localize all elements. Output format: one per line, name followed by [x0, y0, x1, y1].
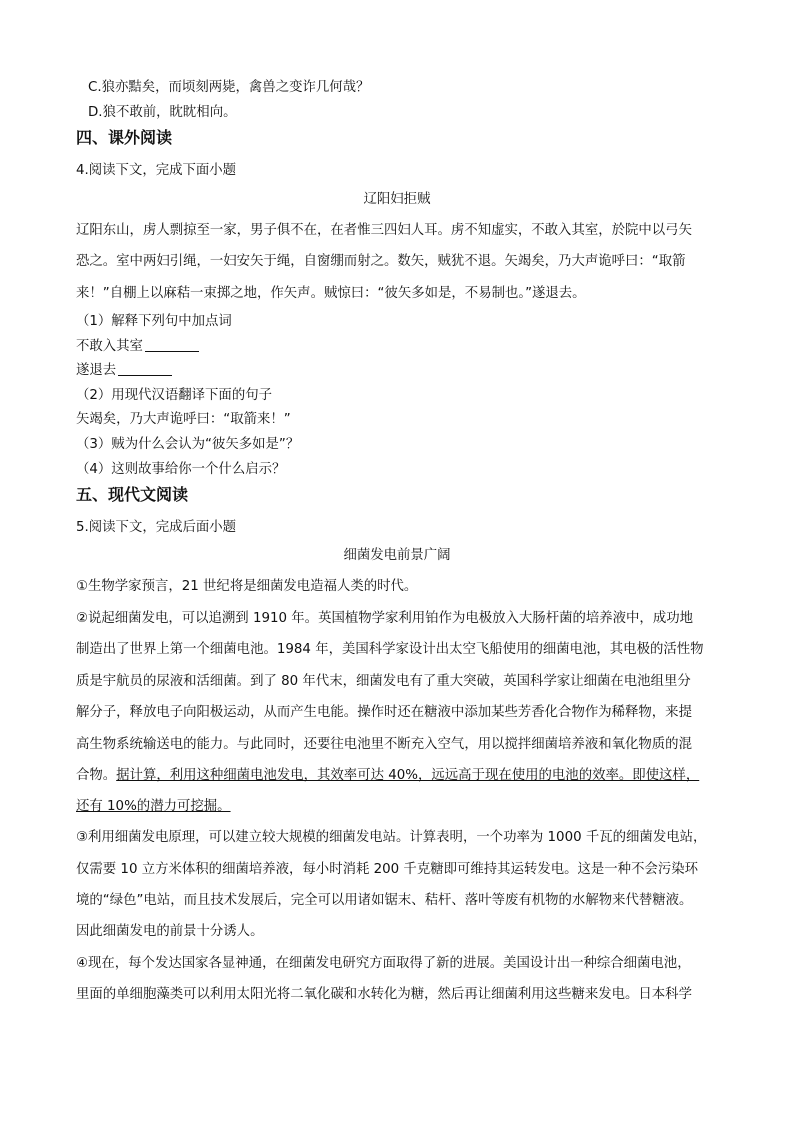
paragraph-3-line: 境的“绿色”电站，而且技术发展后，完全可以用诸如锯末、秸杆、落叶等废有机物的水解物来代替糖液。 — [76, 893, 693, 908]
paragraph-3-line: ③利用细菌发电原理，可以建立较大规模的细菌发电站。计算表明，一个功率为 1000 千瓦的细菌发电站， — [76, 830, 707, 845]
question-5-prompt: 5.阅读下文，完成后面小题 — [76, 520, 237, 535]
paragraph-4-line: ④现在，每个发达国家各显神通，在细菌发电研究方面取得了新的进展。美国设计出一种综合细菌电池， — [76, 956, 691, 971]
passage-title-bacteria: 细菌发电前景广阔 — [343, 548, 451, 563]
paragraph-2-line: 制造出了世界上第一个细菌电池。1984 年，美国科学家设计出太空飞船使用的细菌电池，其电极的活性物 — [76, 642, 704, 657]
sub-question-1: （1）解释下列句中加点词 — [76, 314, 232, 329]
option-d: D.狼不敢前，眈眈相向。 — [88, 105, 237, 120]
passage-line: 辽阳东山，虏人剽掠至一家，男子俱不在，在者惟三四妇人耳。虏不知虚实，不敢入其室，於院中以弓矢 — [76, 223, 692, 238]
option-c: C.狼亦黠矣，而顷刻两毙，禽兽之变诈几何哉？ — [88, 80, 370, 95]
passage-line: 来！”自棚上以麻秸一束掷之地，作矢声。贼惊曰：“彼矢多如是，不易制也。”遂退去。 — [76, 286, 586, 301]
paragraph-2-line — [76, 766, 720, 786]
sub-question-3: （3）贼为什么会认为“彼矢多如是”？ — [76, 437, 300, 452]
paragraph-2-line: ②说起细菌发电，可以追溯到 1910 年。英国植物学家利用铂作为电极放入大肠杆菌的培养液中，成功地 — [76, 611, 693, 626]
sentence-to-translate: 矢竭矣，乃大声诡呼曰：“取箭来！” — [76, 412, 291, 427]
paragraph-3-line: 因此细菌发电的前景十分诱人。 — [76, 924, 264, 939]
paragraph-1: ①生物学家预言，21 世纪将是细菌发电造福人类的时代。 — [76, 579, 418, 594]
answer-blank[interactable] — [118, 361, 172, 376]
paragraph-2-line: 高生物系统输送电的能力。与此同时，还要往电池里不断充入空气，用以搅拌细菌培养液和氧化物质的混 — [76, 737, 692, 752]
paragraph-2-plain: 合物。 — [76, 768, 117, 783]
fill-item-a — [76, 337, 720, 357]
passage-line: 恐之。室中两妇引绳，一妇安矢于绳，自窗绷而射之。数矢，贼犹不退。矢竭矣，乃大声诡呼曰：“取箭 — [76, 254, 686, 269]
underlined-sentence: 还有 10%的潜力可挖掘。 — [76, 799, 231, 814]
fill-item-b — [76, 361, 720, 381]
sub-question-2: （2）用现代汉语翻译下面的句子 — [76, 388, 272, 403]
underlined-sentence: 据计算，利用这种细菌电池发电，其效率可达 40%，远远高于现在使用的电池的效率。即使这样， — [116, 768, 700, 783]
sub-question-4: （4）这则故事给你一个什么启示？ — [76, 462, 286, 477]
answer-blank[interactable] — [145, 337, 199, 352]
paragraph-3-line: 仅需要 10 立方米体积的细菌培养液，每小时消耗 200 千克糖即可维持其运转发电。这是一种不会污染环 — [76, 862, 699, 877]
passage-title-liaoyang: 辽阳妇拒贼 — [363, 192, 431, 207]
paragraph-2-line — [76, 797, 720, 817]
paragraph-2-line: 质是宇航员的尿液和活细菌。到了 80 年代末，细菌发电有了重大突破，英国科学家让细菌在电池组里分 — [76, 674, 691, 689]
question-4-prompt: 4.阅读下文，完成下面小题 — [76, 163, 237, 178]
fill-item-b-text: 遂退去 — [76, 363, 117, 378]
section-heading-extracurricular: 四、课外阅读 — [76, 128, 173, 147]
paragraph-2-line: 解分子，释放电子向阳极运动，从而产生电能。操作时还在糖液中添加某些芳香化合物作为稀释物，来提 — [76, 705, 692, 720]
paragraph-4-line: 里面的单细胞藻类可以利用太阳光将二氧化碳和水转化为糖，然后再让细菌利用这些糖来发电。日本科学 — [76, 987, 692, 1002]
section-heading-modern: 五、现代文阅读 — [76, 485, 189, 504]
fill-item-a-text: 不敢入其室 — [76, 339, 143, 354]
